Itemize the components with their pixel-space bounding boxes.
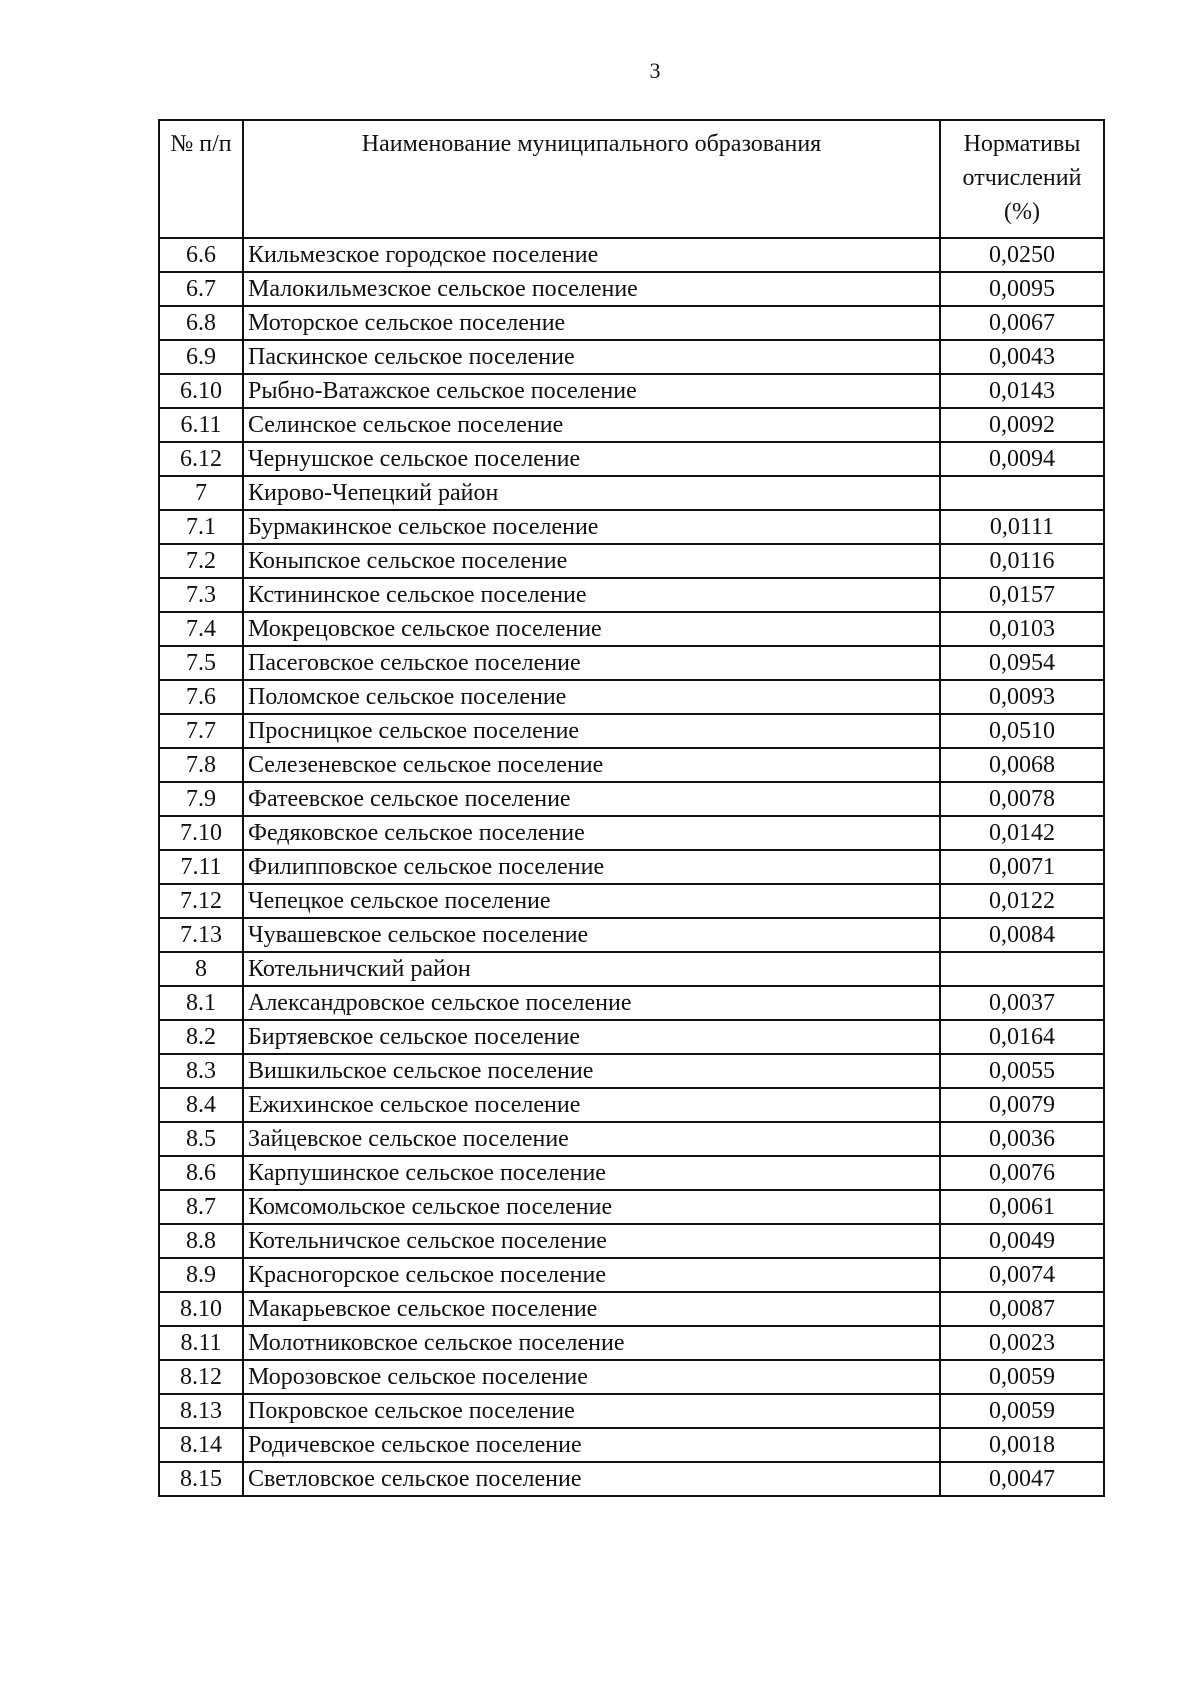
norm-value: 0,0095 [940, 272, 1104, 306]
table-row [159, 1020, 1104, 1054]
norm-value: 0,0111 [940, 510, 1104, 544]
table-row [159, 340, 1104, 374]
norm-value [940, 476, 1104, 510]
table-row [159, 1122, 1104, 1156]
municipality-name: Зайцевское сельское поселение [243, 1122, 940, 1156]
municipality-name: Светловское сельское поселение [243, 1462, 940, 1496]
row-number: 8.9 [159, 1258, 243, 1292]
table-row [159, 1462, 1104, 1496]
municipality-name: Карпушинское сельское поселение [243, 1156, 940, 1190]
norm-value: 0,0047 [940, 1462, 1104, 1496]
norm-value: 0,0023 [940, 1326, 1104, 1360]
municipality-name: Паскинское сельское поселение [243, 340, 940, 374]
row-number: 6.9 [159, 340, 243, 374]
row-number: 7.4 [159, 612, 243, 646]
table-row [159, 476, 1104, 510]
municipality-name: Селинское сельское поселение [243, 408, 940, 442]
municipality-name: Покровское сельское поселение [243, 1394, 940, 1428]
norm-value: 0,0143 [940, 374, 1104, 408]
row-number: 8.14 [159, 1428, 243, 1462]
row-number: 7.5 [159, 646, 243, 680]
table-row [159, 544, 1104, 578]
norm-value: 0,0059 [940, 1394, 1104, 1428]
norm-value: 0,0157 [940, 578, 1104, 612]
municipality-name: Коныпское сельское поселение [243, 544, 940, 578]
table-row [159, 952, 1104, 986]
municipality-name: Красногорское сельское поселение [243, 1258, 940, 1292]
table-row [159, 714, 1104, 748]
row-number: 8.1 [159, 986, 243, 1020]
table-row [159, 782, 1104, 816]
table-row [159, 1394, 1104, 1428]
row-number: 7.11 [159, 850, 243, 884]
row-number: 7.7 [159, 714, 243, 748]
norm-value: 0,0055 [940, 1054, 1104, 1088]
municipality-name: Вишкильское сельское поселение [243, 1054, 940, 1088]
municipality-name: Федяковское сельское поселение [243, 816, 940, 850]
row-number: 7.8 [159, 748, 243, 782]
header-num: № п/п [159, 120, 243, 238]
table-body [159, 238, 1104, 1496]
municipality-name: Рыбно-Ватажское сельское поселение [243, 374, 940, 408]
municipality-name: Просницкое сельское поселение [243, 714, 940, 748]
row-number: 6.11 [159, 408, 243, 442]
municipality-name: Александровское сельское поселение [243, 986, 940, 1020]
row-number: 6.7 [159, 272, 243, 306]
row-number: 6.6 [159, 238, 243, 272]
municipality-name: Чернушское сельское поселение [243, 442, 940, 476]
norm-value [940, 952, 1104, 986]
norm-value: 0,0079 [940, 1088, 1104, 1122]
table-row [159, 1054, 1104, 1088]
municipality-name: Комсомольское сельское поселение [243, 1190, 940, 1224]
table-row [159, 1224, 1104, 1258]
norm-value: 0,0103 [940, 612, 1104, 646]
table-row [159, 884, 1104, 918]
row-number: 8.8 [159, 1224, 243, 1258]
norm-value: 0,0059 [940, 1360, 1104, 1394]
municipality-name: Котельничский район [243, 952, 940, 986]
municipality-name: Ежихинское сельское поселение [243, 1088, 940, 1122]
norm-value: 0,0037 [940, 986, 1104, 1020]
norm-value: 0,0074 [940, 1258, 1104, 1292]
table-row [159, 306, 1104, 340]
row-number: 8.13 [159, 1394, 243, 1428]
municipality-name: Мокрецовское сельское поселение [243, 612, 940, 646]
row-number: 8.7 [159, 1190, 243, 1224]
table-row [159, 850, 1104, 884]
municipality-name: Поломское сельское поселение [243, 680, 940, 714]
table-row [159, 918, 1104, 952]
norm-value: 0,0250 [940, 238, 1104, 272]
municipality-name: Кстининское сельское поселение [243, 578, 940, 612]
table-row [159, 748, 1104, 782]
norm-value: 0,0018 [940, 1428, 1104, 1462]
table-row [159, 646, 1104, 680]
row-number: 7.10 [159, 816, 243, 850]
row-number: 7.6 [159, 680, 243, 714]
municipality-name: Селезеневское сельское поселение [243, 748, 940, 782]
row-number: 8.15 [159, 1462, 243, 1496]
norm-value: 0,0510 [940, 714, 1104, 748]
row-number: 8.3 [159, 1054, 243, 1088]
row-number: 8.6 [159, 1156, 243, 1190]
municipality-name: Фатеевское сельское поселение [243, 782, 940, 816]
row-number: 8.11 [159, 1326, 243, 1360]
table-row [159, 510, 1104, 544]
norm-value: 0,0068 [940, 748, 1104, 782]
row-number: 7.2 [159, 544, 243, 578]
norm-value: 0,0036 [940, 1122, 1104, 1156]
municipality-name: Биртяевское сельское поселение [243, 1020, 940, 1054]
municipality-name: Макарьевское сельское поселение [243, 1292, 940, 1326]
row-number: 6.8 [159, 306, 243, 340]
table-row [159, 408, 1104, 442]
table-row [159, 374, 1104, 408]
norms-table [158, 119, 1105, 1497]
row-number: 8.2 [159, 1020, 243, 1054]
norm-value: 0,0067 [940, 306, 1104, 340]
table-row [159, 1326, 1104, 1360]
municipality-name: Кильмезское городское поселение [243, 238, 940, 272]
table-row [159, 1156, 1104, 1190]
norm-value: 0,0061 [940, 1190, 1104, 1224]
municipality-name: Моторское сельское поселение [243, 306, 940, 340]
row-number: 8.5 [159, 1122, 243, 1156]
page-number: 3 [649, 58, 661, 83]
table-row [159, 1190, 1104, 1224]
municipality-name: Чувашевское сельское поселение [243, 918, 940, 952]
table-row [159, 238, 1104, 272]
row-number: 8 [159, 952, 243, 986]
norm-value: 0,0954 [940, 646, 1104, 680]
row-number: 8.10 [159, 1292, 243, 1326]
municipality-name: Пасеговское сельское поселение [243, 646, 940, 680]
norm-value: 0,0142 [940, 816, 1104, 850]
row-number: 7.1 [159, 510, 243, 544]
row-number: 6.12 [159, 442, 243, 476]
table-row [159, 1428, 1104, 1462]
row-number: 7.13 [159, 918, 243, 952]
norm-value: 0,0093 [940, 680, 1104, 714]
norm-value: 0,0164 [940, 1020, 1104, 1054]
municipality-name: Кирово-Чепецкий район [243, 476, 940, 510]
table-row [159, 1258, 1104, 1292]
municipality-name: Малокильмезское сельское поселение [243, 272, 940, 306]
norm-value: 0,0049 [940, 1224, 1104, 1258]
municipality-name: Молотниковское сельское поселение [243, 1326, 940, 1360]
header-name: Наименование муниципального образования [243, 120, 940, 238]
row-number: 7 [159, 476, 243, 510]
table-row [159, 442, 1104, 476]
norm-value: 0,0076 [940, 1156, 1104, 1190]
table-row [159, 1360, 1104, 1394]
norm-value: 0,0116 [940, 544, 1104, 578]
header-value: Нормативы отчислений (%) [940, 120, 1104, 238]
norm-value: 0,0092 [940, 408, 1104, 442]
norm-value: 0,0071 [940, 850, 1104, 884]
municipality-name: Родичевское сельское поселение [243, 1428, 940, 1462]
row-number: 6.10 [159, 374, 243, 408]
municipality-name: Филипповское сельское поселение [243, 850, 940, 884]
row-number: 7.12 [159, 884, 243, 918]
table-row [159, 816, 1104, 850]
row-number: 7.9 [159, 782, 243, 816]
table-row [159, 680, 1104, 714]
table-row [159, 272, 1104, 306]
norm-value: 0,0094 [940, 442, 1104, 476]
municipality-name: Бурмакинское сельское поселение [243, 510, 940, 544]
row-number: 8.12 [159, 1360, 243, 1394]
norm-value: 0,0043 [940, 340, 1104, 374]
table-row [159, 612, 1104, 646]
table-row [159, 986, 1104, 1020]
municipality-name: Чепецкое сельское поселение [243, 884, 940, 918]
norm-value: 0,0078 [940, 782, 1104, 816]
row-number: 7.3 [159, 578, 243, 612]
table-row [159, 1292, 1104, 1326]
norm-value: 0,0084 [940, 918, 1104, 952]
municipality-name: Морозовское сельское поселение [243, 1360, 940, 1394]
municipality-name: Котельничское сельское поселение [243, 1224, 940, 1258]
norm-value: 0,0087 [940, 1292, 1104, 1326]
table-row [159, 1088, 1104, 1122]
norm-value: 0,0122 [940, 884, 1104, 918]
table-row [159, 578, 1104, 612]
table-header-row [159, 120, 1104, 238]
row-number: 8.4 [159, 1088, 243, 1122]
